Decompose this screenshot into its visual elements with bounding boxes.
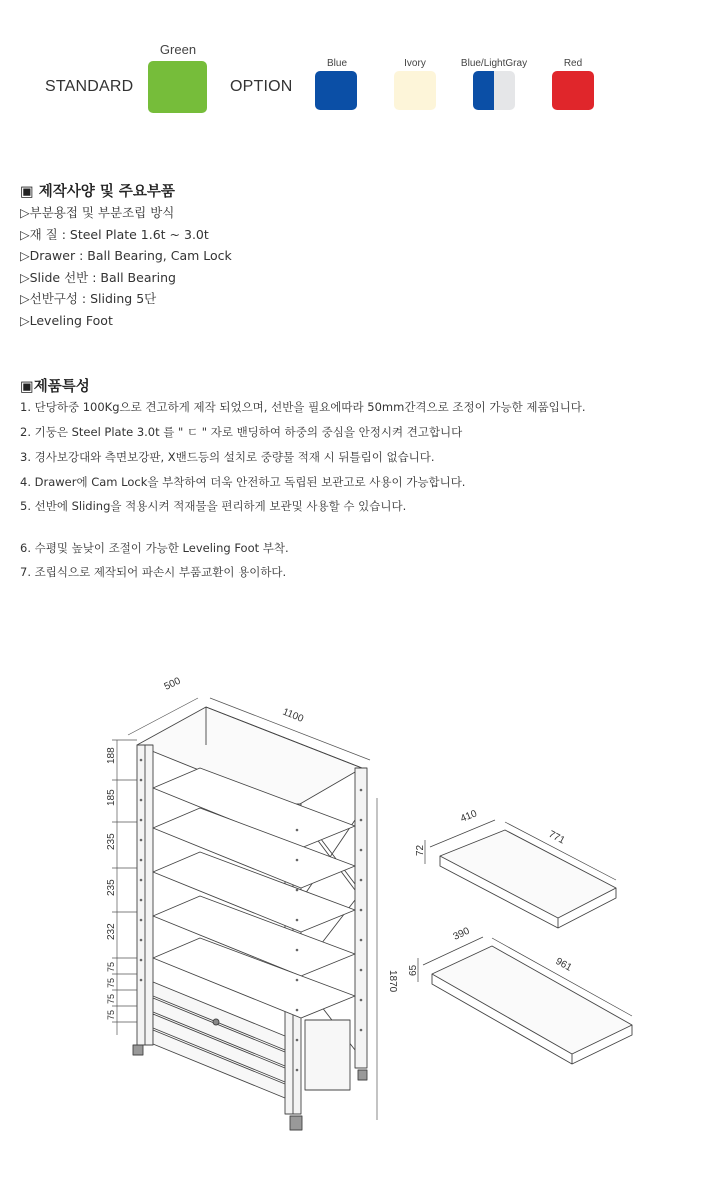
feature-item: 3. 경사보강대와 측면보강판, X밴드등의 설치로 중량물 적재 시 뒤틀림이 없습니다.: [20, 450, 435, 464]
dim-height: 1870: [387, 970, 398, 993]
dim-width: 1100: [280, 706, 305, 725]
dim-tray-large-height: 65: [408, 964, 419, 976]
feature-item: 4. Drawer에 Cam Lock을 부착하여 더욱 안전하고 독립된 보관고로 사용이 가능합니다.: [20, 475, 466, 489]
dim-tray-small-length: 771: [546, 828, 567, 847]
feature-item: 6. 수평및 높낮이 조절이 가능한 Leveling Foot 부착.: [20, 541, 289, 555]
dim-left-1: 185: [106, 789, 117, 806]
dim-tray-small-height: 72: [415, 844, 426, 856]
feature-item: 5. 선반에 Sliding을 적용시켜 적재물을 편리하게 보관및 사용할 수 있습니다.: [20, 499, 407, 513]
spec-item: ▷Leveling Foot: [20, 312, 113, 328]
swatch-blue-lightgray[interactable]: [473, 71, 515, 110]
rack-shelves: [153, 768, 355, 1018]
dim-tray-small-depth: 410: [459, 808, 479, 825]
dim-left-7: 75: [106, 993, 116, 1004]
option-label: OPTION: [230, 78, 293, 95]
standard-label: STANDARD: [45, 78, 134, 95]
swatch-name-ivory: Ivory: [404, 58, 426, 69]
tray-large: [418, 937, 632, 1064]
swatch-name-red: Red: [563, 58, 583, 69]
swatch-ivory[interactable]: [394, 71, 436, 110]
spec-item: ▷선반구성 : Sliding 5단: [20, 291, 157, 307]
dim-depth: 500: [162, 675, 183, 693]
dim-left-8: 75: [106, 1009, 116, 1020]
rack-post-back-right: [355, 768, 367, 1068]
swatch-name-green: Green: [159, 42, 197, 57]
specs-list: [20, 202, 232, 332]
feature-item: 7. 조립식으로 제작되어 파손시 부품교환이 용이하다.: [20, 565, 287, 579]
dim-left-6: 75: [106, 977, 116, 988]
dim-left-2: 235: [106, 833, 117, 850]
dim-left-3: 235: [106, 879, 117, 896]
specs-title: ▣ 제작사양 및 주요부품: [20, 184, 175, 200]
dim-tray-large-depth: 390: [451, 925, 472, 943]
swatch-name-blue-lightgray: Blue/LightGray: [460, 58, 528, 69]
dim-tray-large-length: 961: [553, 956, 574, 974]
tray-small: [425, 820, 616, 928]
dim-left-5: 75: [106, 961, 116, 972]
swatch-green[interactable]: [148, 61, 207, 113]
swatch-blue[interactable]: [315, 71, 357, 110]
spec-item: ▷재 질 : Steel Plate 1.6t ~ 3.0t: [20, 226, 209, 242]
features-title: ▣제품특성: [20, 379, 90, 395]
rack-technical-drawing: [0, 640, 709, 1181]
rack-post-front-left: [137, 745, 153, 1045]
dim-left-0: 188: [106, 747, 117, 764]
swatch-red[interactable]: [552, 71, 594, 110]
swatch-name-blue: Blue: [326, 58, 347, 69]
spec-item: ▷부분용접 및 부분조립 방식: [20, 205, 175, 220]
feature-item: 1. 단당하중 100Kg으로 견고하게 제작 되었으며, 선반을 필요에따라 50mm간격으로 조정이 가능한 제품입니다.: [20, 400, 586, 414]
dim-left-4: 232: [106, 923, 117, 940]
spec-item: ▷Slide 선반 : Ball Bearing: [20, 269, 176, 285]
feature-item: 2. 기둥은 Steel Plate 3.0t 를 " ㄷ " 자로 밴딩하여 하중의 중심을 안정시켜 견고합니다: [20, 425, 463, 439]
spec-item: ▷Drawer : Ball Bearing, Cam Lock: [20, 248, 232, 264]
